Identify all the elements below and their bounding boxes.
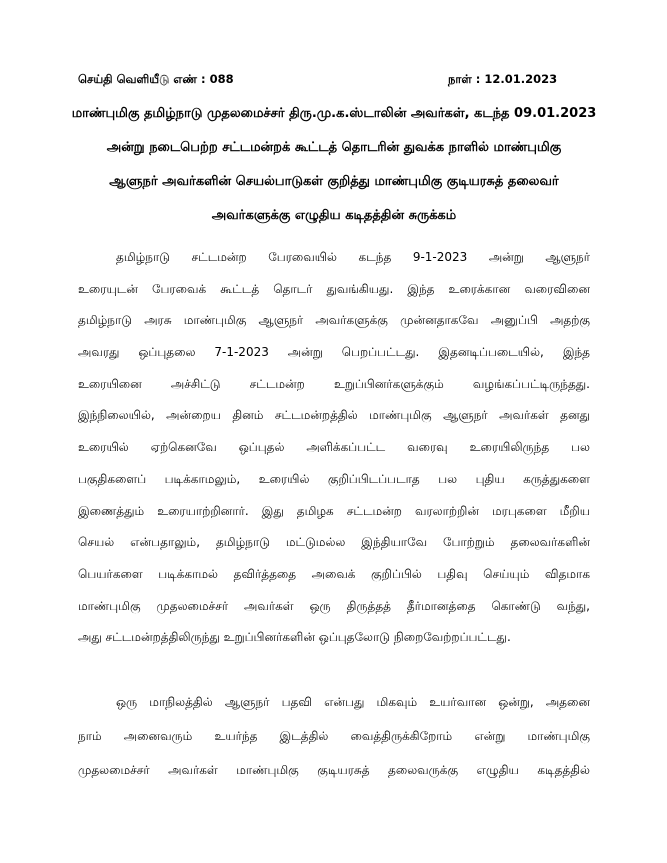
- paragraph-line: அவரது ஒப்புதலை 7-1-2023 அன்று பெறப்பட்டது. இதனடிப்படையில், இந்த: [78, 345, 590, 360]
- paragraph-line: இந்நிலையில், அன்றைய தினம் சட்டமன்றத்தில் மாண்புமிகு ஆளுநர் அவர்கள் தனது: [78, 408, 590, 423]
- title-line: மாண்புமிகு தமிழ்நாடு முதலமைச்சர் திரு.மு.க.ஸ்டாலின் அவர்கள், கடந்த 09.01.2023: [71, 106, 597, 121]
- paragraph-line: ஒரு மாநிலத்தில் ஆளுநர் பதவி என்பது மிகவும் உயர்வான ஒன்று, அதனை: [116, 695, 590, 709]
- paragraph-line: உரையுடன் பேரவைக் கூட்டத் தொடர் துவங்கியது. இந்த உரைக்கான வரைவினை: [78, 281, 590, 296]
- paragraph-line: மாண்புமிகு முதலமைச்சர் அவர்கள் ஒரு திருத்தத் தீர்மானத்தை கொண்டு வந்து,: [78, 598, 590, 613]
- paragraph-line: முதலமைச்சர் அவர்கள் மாண்புமிகு குடியரசுத் தலைவருக்கு எழுதிய கடிதத்தில்: [78, 763, 590, 777]
- release-date: நாள் : 12.01.2023: [448, 72, 558, 86]
- paragraph-line: அது சட்டமன்றத்திலிருந்து உறுப்பினர்களின் ஒப்புதலோடு நிறைவேற்றப்பட்டது.: [78, 630, 511, 645]
- paragraph-line: பகுதிகளைப் படிக்காமலும், உரையில் குறிப்பிடப்படாத பல புதிய கருத்துகளை: [78, 471, 590, 486]
- paragraph-line: பெயர்களை படிக்காமல் தவிர்த்ததை அவைக் குறிப்பில் பதிவு செய்யும் விதமாக: [78, 566, 590, 581]
- paragraph-1: [78, 242, 590, 654]
- paragraph-line: இணைத்தும் உரையாற்றினார். இது தமிழக சட்டமன்ற வரலாற்றின் மரபுகளை மீறிய: [78, 503, 590, 518]
- document-title: [64, 97, 604, 233]
- paragraph-line: உரையினை அச்சிட்டு சட்டமன்ற உறுப்பினர்களுக்கும் வழங்கப்பட்டிருந்தது.: [78, 376, 590, 391]
- paragraph-line: செயல் என்பதாலும், தமிழ்நாடு மட்டுமல்ல இந்தியாவே போற்றும் தலைவர்களின்: [78, 535, 590, 550]
- paragraph-line: தமிழ்நாடு சட்டமன்ற பேரவையில் கடந்த 9-1-2023 அன்று ஆளுநர்: [116, 250, 590, 264]
- paragraph-line: உரையில் ஏற்கெனவே ஒப்புதல் அளிக்கப்பட்ட வரைவு உரையிலிருந்த பல: [78, 440, 590, 455]
- title-line: ஆளுநர் அவர்களின் செயல்பாடுகள் குறித்து மாண்புமிகு குடியரசுத் தலைவர்: [109, 174, 559, 189]
- press-release-number: செய்தி வெளியீடு எண் : 088: [78, 72, 234, 86]
- title-line: அவர்களுக்கு எழுதிய கடிதத்தின் சுருக்கம்: [211, 208, 457, 223]
- title-line: அன்று நடைபெற்ற சட்டமன்றக் கூட்டத் தொடரின் துவக்க நாளில் மாண்புமிகு: [106, 140, 562, 155]
- paragraph-line: நாம் அனைவரும் உயர்ந்த இடத்தில் வைத்திருக்கிறோம் என்று மாண்புமிகு: [78, 729, 590, 743]
- header-row: [78, 72, 578, 92]
- paragraph-line: தமிழ்நாடு அரசு மாண்புமிகு ஆளுநர் அவர்களுக்கு முன்னதாகவே அனுப்பி அதற்கு: [78, 313, 590, 328]
- paragraph-2: [78, 685, 590, 787]
